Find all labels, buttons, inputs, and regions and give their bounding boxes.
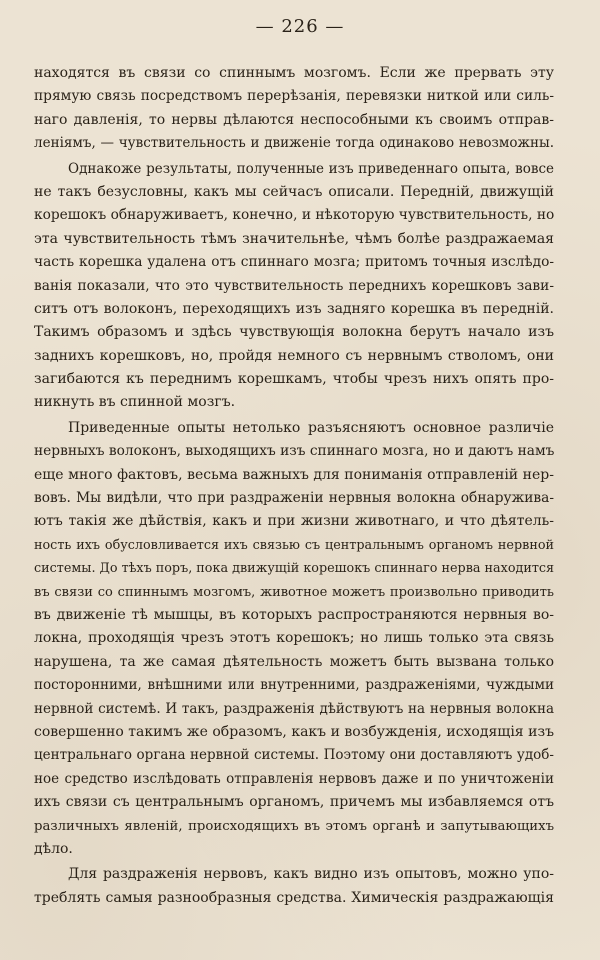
- text-line: прямую связь посредствомъ перерѣзанія, перевязки ниткой или силь-: [34, 88, 554, 105]
- body-text: [34, 62, 554, 910]
- text-line: заднихъ корешковъ, но, пройдя немного съ нервнымъ стволомъ, они: [34, 347, 554, 364]
- text-line: не такъ безусловны, какъ мы сейчасъ описали. Передній, движущій: [34, 183, 554, 200]
- paragraph-4: [34, 863, 554, 910]
- text-line: ванія показали, что это чувствительность переднихъ корешковъ зави-: [34, 277, 554, 294]
- text-line: загибаются къ переднимъ корешкамъ, чтобы чрезъ нихъ опять про-: [34, 371, 554, 388]
- text-line: центральнаго органа нервной системы. Поэтому они доставляютъ удоб-: [34, 747, 554, 764]
- paragraph-1: [34, 62, 554, 156]
- text-line: ное средство изслѣдовать отправленія нервовъ даже и по уничтоженіи: [34, 770, 554, 787]
- text-line: треблять самыя разнообразныя средства. Химическія раздражающія: [34, 889, 554, 906]
- text-line: Для раздраженія нервовъ, какъ видно изъ опытовъ, можно упо-: [68, 866, 554, 883]
- text-line: ность ихъ обусловливается ихъ связью съ центральнымъ органомъ нервной: [34, 537, 554, 553]
- text-line: ситъ отъ волоконъ, переходящихъ изъ задняго корешка въ передній.: [34, 300, 554, 317]
- text-line: ихъ связи съ центральнымъ органомъ, причемъ мы избавляемся отъ: [34, 794, 554, 811]
- text-line: Такимъ образомъ и здѣсь чувствующія волокна берутъ начало изъ: [34, 324, 554, 341]
- text-line: посторонними, внѣшними или внутренними, раздраженіями, чуждыми: [34, 677, 554, 694]
- text-line: нарушена, та же самая дѣятельность можетъ быть вызвана только: [34, 653, 554, 670]
- paragraph-3: [34, 417, 554, 861]
- text-line: различныхъ явленій, происходящихъ въ этомъ органѣ и запутывающихъ: [34, 818, 554, 834]
- paragraph-2: [34, 158, 554, 415]
- text-line: въ движеніе тѣ мышцы, въ которыхъ распространяются нервныя во-: [34, 606, 554, 623]
- text-line: эта чувствительность тѣмъ значительнѣе, чѣмъ болѣе раздражаемая: [34, 230, 554, 247]
- page-number-header: — 226 —: [255, 16, 345, 37]
- text-line: Приведенные опыты нетолько разъясняютъ основное различіе: [68, 419, 554, 436]
- text-line: Однакоже результаты, полученные изъ приведеннаго опыта, вовсе: [68, 160, 554, 177]
- text-line: наго давленія, то нервы дѣлаются неспособными къ своимъ отправ-: [34, 111, 554, 128]
- text-line: часть корешка удалена отъ спиннаго мозга; притомъ точныя изслѣдо-: [34, 254, 554, 271]
- text-line: ютъ такія же дѣйствія, какъ и при жизни животнаго, и что дѣятель-: [34, 513, 554, 530]
- text-line: совершенно такимъ же образомъ, какъ и возбужденія, исходящія изъ: [34, 723, 554, 740]
- text-line: еще много фактовъ, весьма важныхъ для пониманія отправленій нер-: [34, 466, 554, 483]
- text-line: въ связи со спиннымъ мозгомъ, животное можетъ произвольно приводить: [34, 584, 554, 600]
- text-line: никнуть въ спинной мозгъ.: [34, 394, 236, 411]
- text-line: локна, проходящія чрезъ этотъ корешокъ; но лишь только эта связь: [34, 630, 554, 647]
- text-line: находятся въ связи со спиннымъ мозгомъ. Если же прервать эту: [34, 65, 554, 81]
- text-line: нервныхъ волоконъ, выходящихъ изъ спиннаго мозга, но и даютъ намъ: [34, 443, 554, 460]
- text-line: дѣло.: [34, 840, 73, 857]
- text-line: корешокъ обнаруживаетъ, конечно, и нѣкоторую чувствительность, но: [34, 207, 554, 224]
- text-line: нервной системѣ. И такъ, раздраженія дѣйствуютъ на нервныя волокна: [34, 700, 554, 717]
- text-line: леніямъ, — чувствительность и движеніе тогда одинаково невозможны.: [34, 135, 554, 152]
- text-line: вовъ. Мы видѣли, что при раздраженіи нервныя волокна обнаружива-: [34, 490, 554, 507]
- text-line: системы. До тѣхъ поръ, пока движущій корешокъ спиннаго нерва находится: [34, 561, 554, 577]
